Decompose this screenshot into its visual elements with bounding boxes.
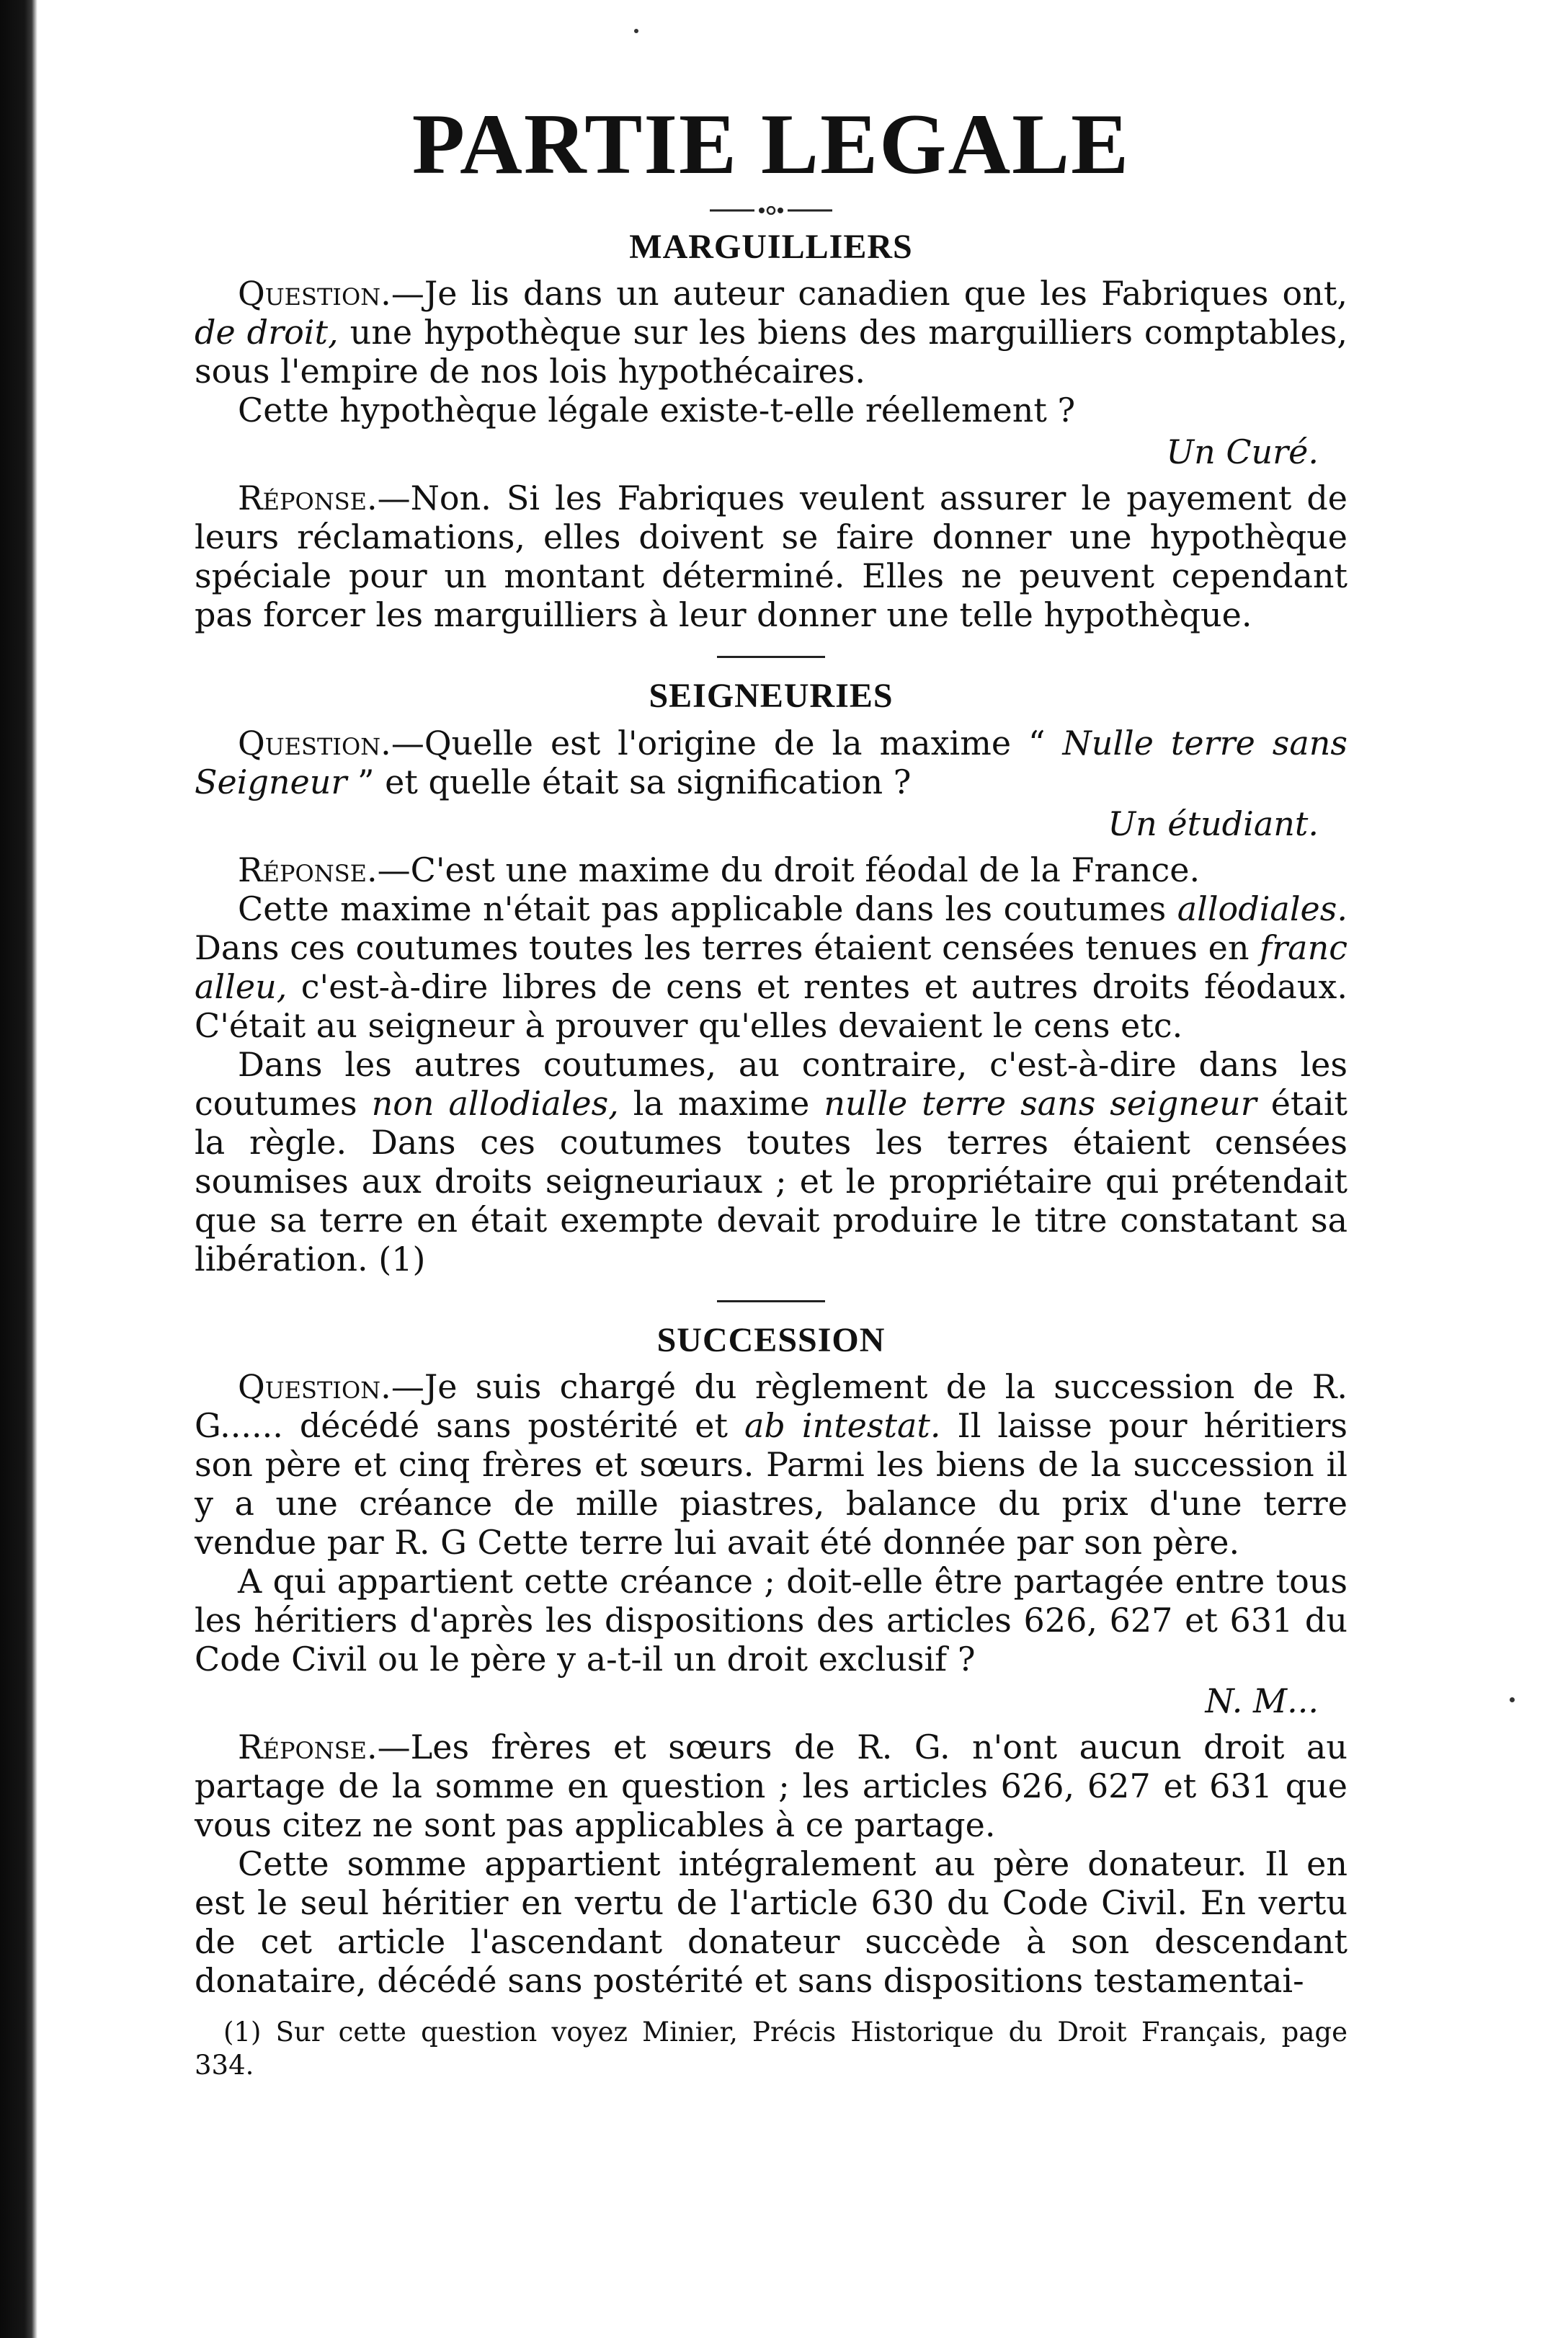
answer-emphasis: allodiales. (1177, 889, 1348, 928)
answer-label: Réponse. (238, 850, 378, 889)
answer-label: Réponse. (238, 479, 378, 518)
answer-emphasis: nulle terre sans seigneur (824, 1083, 1257, 1123)
section-marguilliers (195, 225, 1348, 634)
answer-emphasis: franc alleu, (195, 928, 1348, 1006)
question-signature: Un Curé. (1166, 432, 1319, 472)
section-heading: SEIGNEURIES (649, 677, 894, 716)
question-signature: N. M... (1205, 1681, 1319, 1721)
answer-text: Cette maxime n'était pas applicable dans les coutumes (238, 889, 1177, 928)
answer-emphasis: non allodiales, (371, 1083, 619, 1123)
answer-paragraph (195, 850, 1348, 889)
page-binding-shadow (0, 0, 37, 2338)
section-heading: SUCCESSION (656, 1320, 886, 1359)
answer-paragraph (195, 1045, 1348, 1279)
question-emphasis: de droit, (195, 313, 339, 352)
question-text: —Quelle est l'origine de la maxime “ (391, 723, 1063, 763)
answer-text: Dans ces coutumes toutes les terres étaient censées tenues en (195, 928, 1260, 967)
answer-paragraph (195, 479, 1348, 634)
answer-label: Réponse. (238, 1728, 378, 1767)
answer-paragraph (195, 889, 1348, 1045)
page-title: PARTIE LEGALE (411, 96, 1131, 192)
question-text: ” et quelle était sa signification ? (347, 762, 912, 801)
question-text: une hypothèque sur les biens des marguilliers comptables, sous l'empire de nos lois hypothécaires. (195, 313, 1348, 391)
answer-text: la maxime (618, 1083, 824, 1123)
question-text: Il laisse pour héritiers son père et cinq frères et sœurs. Parmi les biens de la succession il y a une créance de mille piastres, balance du prix d'une terre vendue par R. G Cette terre lui avait été donnée par son père. (195, 1406, 1348, 1563)
print-speck (1510, 1697, 1515, 1702)
question-label: Question. (238, 274, 391, 314)
question-emphasis: Nulle terre sans Seigneur (195, 723, 1348, 801)
answer-text: —C'est une maxime du droit féodal de la France. (377, 850, 1200, 889)
question-paragraph (195, 1367, 1348, 1562)
section-succession (195, 1318, 1348, 2000)
section-divider (717, 1300, 825, 1302)
print-speck (634, 29, 638, 33)
question-paragraph: A qui appartient cette créance ; doit-elle être partagée entre tous les héritiers d'après les dispositions des articles 626, 627 et 631 du Code Civil ou le père y a-t-il un droit exclusif ? (195, 1562, 1348, 1679)
question-text: —Je suis chargé du règlement de la succession de R. G...... décédé sans postérité et (195, 1367, 1348, 1446)
question-paragraph (195, 724, 1348, 801)
question-paragraph (195, 274, 1348, 391)
question-label: Question. (238, 1367, 391, 1407)
section-heading: MARGUILLIERS (629, 228, 913, 266)
title-ornament (710, 206, 832, 215)
answer-text: c'est-à-dire libres de cens et rentes et autres droits féodaux. C'était au seigneur à prouver qu'elles devaient le cens etc. (195, 966, 1348, 1045)
section-seigneuries (195, 674, 1348, 1278)
answer-text: était la règle. Dans ces coutumes toutes les terres étaient censées soumises aux droits seigneuriaux ; et le propriétaire qui prétendait que sa terre en était exempte devait produire le titre constatant sa libération. (1) (195, 1083, 1348, 1279)
question-emphasis: ab intestat. (744, 1406, 941, 1446)
answer-text: —Les frères et sœurs de R. G. n'ont aucun droit au partage de la somme en question ; les articles 626, 627 et 631 que vous citez ne sont pas applicables à ce partage. (195, 1728, 1348, 1845)
question-label: Question. (238, 723, 391, 763)
question-paragraph: Cette hypothèque légale existe-t-elle réellement ? (238, 391, 1076, 430)
footnote: (1) Sur cette question voyez Minier, Précis Historique du Droit Français, page 334. (195, 2017, 1348, 2081)
answer-text: Dans les autres coutumes, au contraire, c'est-à-dire dans les coutumes (195, 1044, 1348, 1123)
answer-text: —Non. Si les Fabriques veulent assurer le payement de leurs réclamations, elles doivent se faire donner une hypothèque spéciale pour un montant déterminé. Elles ne peuvent cependant pas forcer les marguilliers à leur donner une telle hypothèque. (195, 479, 1348, 635)
answer-paragraph: Cette somme appartient intégralement au père donateur. Il en est le seul héritier en vertu de l'article 630 du Code Civil. En vertu de cet article l'ascendant donateur succède à son descendant donataire, décédé sans postérité et sans dispositions testamentai- (195, 1844, 1348, 2001)
answer-paragraph (195, 1728, 1348, 1844)
section-divider (717, 656, 825, 658)
question-signature: Un étudiant. (1108, 804, 1319, 843)
question-text: —Je lis dans un auteur canadien que les Fabriques ont, (391, 274, 1348, 314)
document-page (195, 86, 1348, 2177)
